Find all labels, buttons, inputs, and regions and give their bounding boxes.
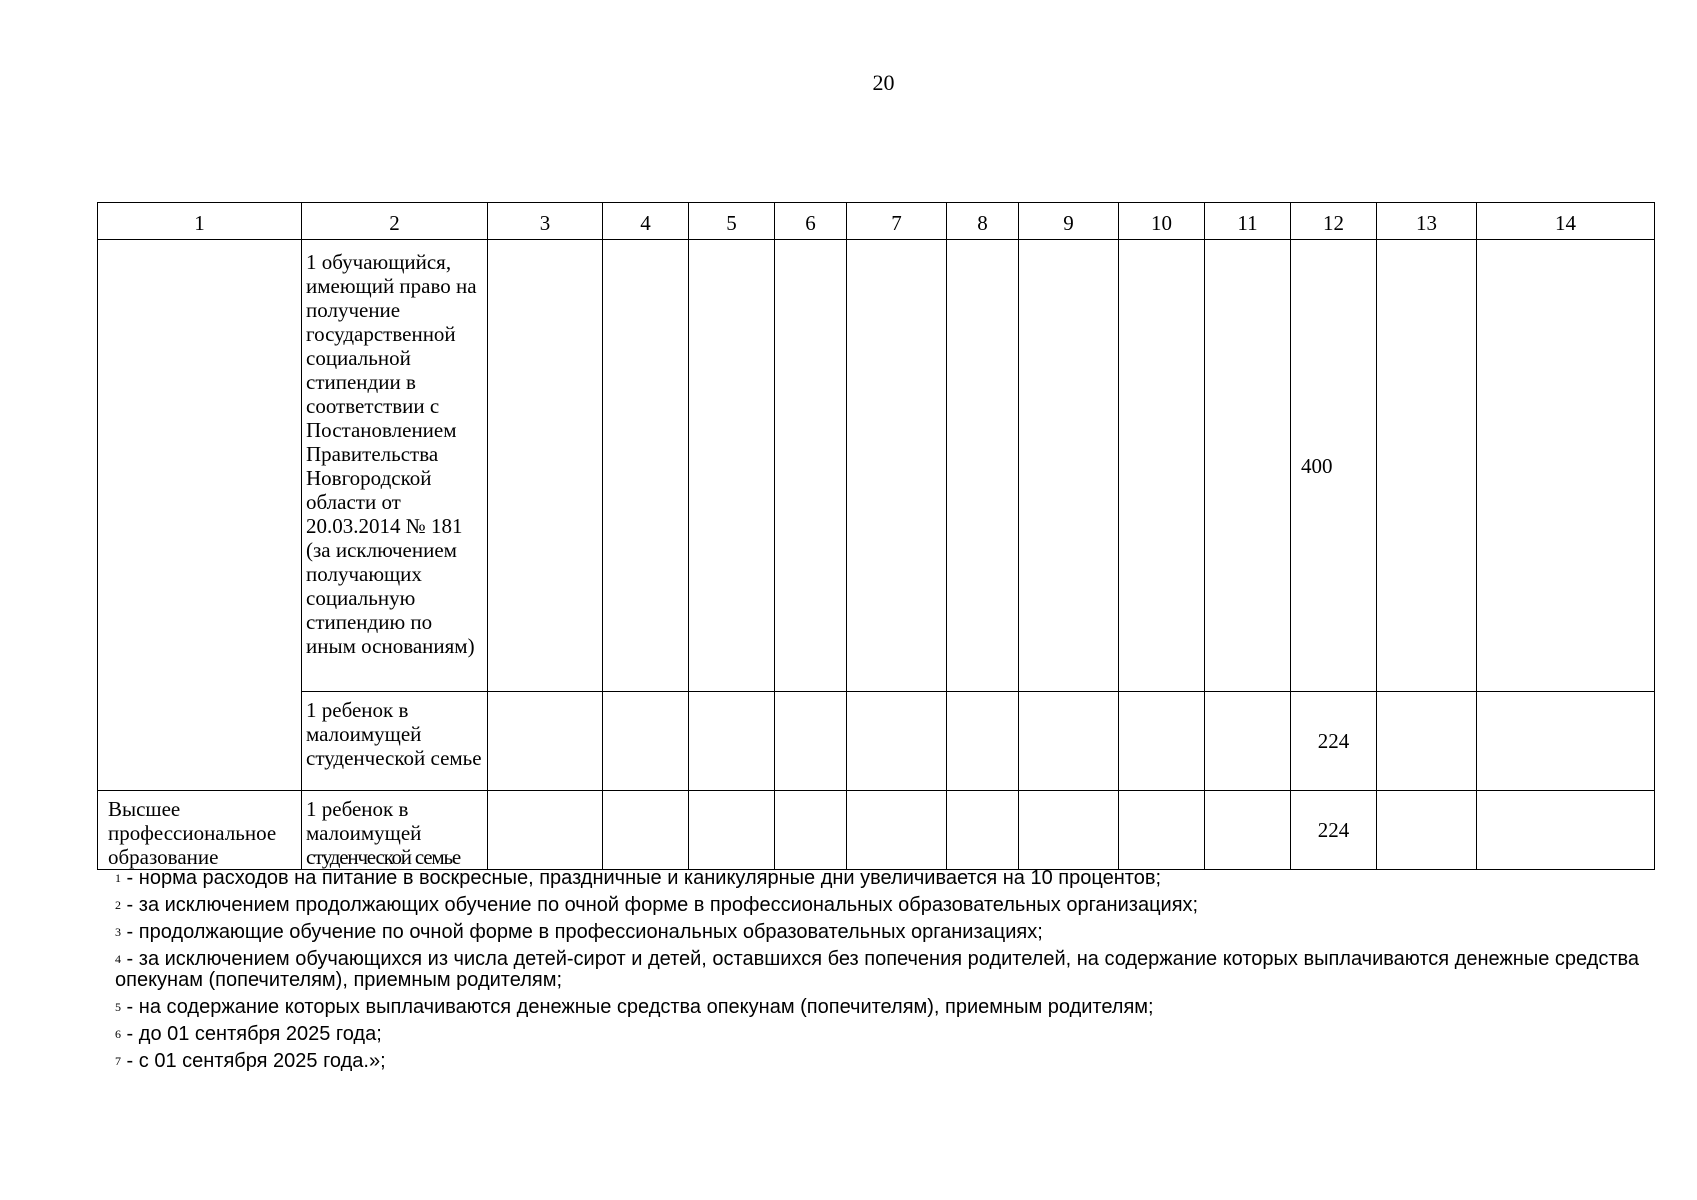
- column-number-cell: 7: [847, 203, 947, 240]
- expense-norms-table: [97, 202, 1655, 870]
- page-number: 20: [872, 70, 895, 95]
- category-description-cell: 1 ребенок в малоимущей студенческой семье: [302, 692, 488, 791]
- footnote-2: [115, 895, 1675, 916]
- empty-cell: [947, 692, 1019, 791]
- norm-value-cell: 224: [1291, 791, 1377, 870]
- empty-cell: [1205, 240, 1291, 692]
- empty-cell: [689, 692, 775, 791]
- column-number-cell: 13: [1377, 203, 1477, 240]
- footnote-text: - продолжающие обучение по очной форме в профессиональных образовательных организациях;: [121, 921, 1043, 943]
- footnotes: [115, 868, 1675, 1078]
- empty-cell: [1119, 791, 1205, 870]
- footnote-mark: 2: [115, 898, 121, 912]
- column-number-cell: 5: [689, 203, 775, 240]
- footnote-text: - до 01 сентября 2025 года;: [121, 1023, 382, 1045]
- empty-cell: [847, 692, 947, 791]
- category-description-cell: 1 обучающийся, имеющий право на получение государственной социальной стипендии в соответствии с Постановлением Правительства Новгородской области от 20.03.2014 № 181 (за исключением получающих социальную стипендию по иным основаниям): [302, 240, 488, 692]
- empty-cell: [488, 692, 603, 791]
- empty-cell: [1019, 692, 1119, 791]
- footnote-mark: 7: [115, 1054, 121, 1068]
- education-level-cell: Высшее профессиональное образование: [98, 791, 302, 870]
- footnote-text: - на содержание которых выплачиваются денежные средства опекунам (попечителям), приемным родителям;: [121, 996, 1154, 1018]
- footnote-text: - с 01 сентября 2025 года.»;: [121, 1050, 386, 1072]
- empty-cell: [603, 240, 689, 692]
- table-row: [98, 791, 1655, 870]
- empty-cell: [1477, 240, 1655, 692]
- empty-cell: [1377, 791, 1477, 870]
- empty-cell: [488, 791, 603, 870]
- column-number-cell: 8: [947, 203, 1019, 240]
- column-number-cell: 4: [603, 203, 689, 240]
- footnote-3: [115, 922, 1675, 943]
- table-row: [98, 240, 1655, 692]
- footnote-5: [115, 997, 1675, 1018]
- table-row: [98, 692, 1655, 791]
- column-number-cell: 12: [1291, 203, 1377, 240]
- footnote-mark: 6: [115, 1027, 121, 1041]
- footnote-text: - норма расходов на питание в воскресные, праздничные и каникулярные дни увеличивается на 10 процентов;: [121, 867, 1161, 889]
- empty-cell: [603, 791, 689, 870]
- footnote-text: - за исключением обучающихся из числа детей-сирот и детей, оставшихся без попечения родителей, на содержание которых выплачиваются денежные средства опекунам (попечителям), приемным родителям;: [115, 948, 1640, 991]
- category-description-line: 1 ребенок в малоимущей: [306, 797, 422, 845]
- empty-cell: [1205, 692, 1291, 791]
- empty-cell: [1477, 791, 1655, 870]
- footnote-mark: 3: [115, 925, 121, 939]
- empty-cell: [847, 791, 947, 870]
- empty-cell: [1019, 240, 1119, 692]
- education-level-cell: [98, 240, 302, 791]
- footnote-6: [115, 1024, 1675, 1045]
- empty-cell: [1119, 692, 1205, 791]
- empty-cell: [488, 240, 603, 692]
- column-number-cell: 11: [1205, 203, 1291, 240]
- empty-cell: [1205, 791, 1291, 870]
- footnote-mark: 5: [115, 1000, 121, 1014]
- empty-cell: [1119, 240, 1205, 692]
- column-number-cell: 2: [302, 203, 488, 240]
- norm-value-cell: 400: [1291, 240, 1377, 692]
- empty-cell: [847, 240, 947, 692]
- footnote-1: [115, 868, 1675, 889]
- empty-cell: [1377, 692, 1477, 791]
- footnote-mark: 4: [115, 952, 121, 966]
- footnote-mark: 1: [115, 871, 121, 885]
- footnote-text: - за исключением продолжающих обучение по очной форме в профессиональных образовательных организациях;: [121, 894, 1199, 916]
- footnote-7: [115, 1051, 1675, 1072]
- column-number-cell: 14: [1477, 203, 1655, 240]
- column-number-cell: 1: [98, 203, 302, 240]
- category-description-cell: [302, 791, 488, 870]
- footnote-4: [115, 949, 1675, 991]
- empty-cell: [603, 692, 689, 791]
- empty-cell: [947, 240, 1019, 692]
- empty-cell: [1377, 240, 1477, 692]
- column-number-cell: 6: [775, 203, 847, 240]
- column-number-cell: 10: [1119, 203, 1205, 240]
- empty-cell: [1019, 791, 1119, 870]
- empty-cell: [775, 692, 847, 791]
- column-number-cell: 9: [1019, 203, 1119, 240]
- empty-cell: [689, 791, 775, 870]
- norm-value-cell: 224: [1291, 692, 1377, 791]
- column-number-cell: 3: [488, 203, 603, 240]
- column-number-row: [98, 203, 1655, 240]
- empty-cell: [689, 240, 775, 692]
- empty-cell: [775, 240, 847, 692]
- category-description-line: студенческой семье: [306, 845, 460, 869]
- empty-cell: [1477, 692, 1655, 791]
- empty-cell: [775, 791, 847, 870]
- empty-cell: [947, 791, 1019, 870]
